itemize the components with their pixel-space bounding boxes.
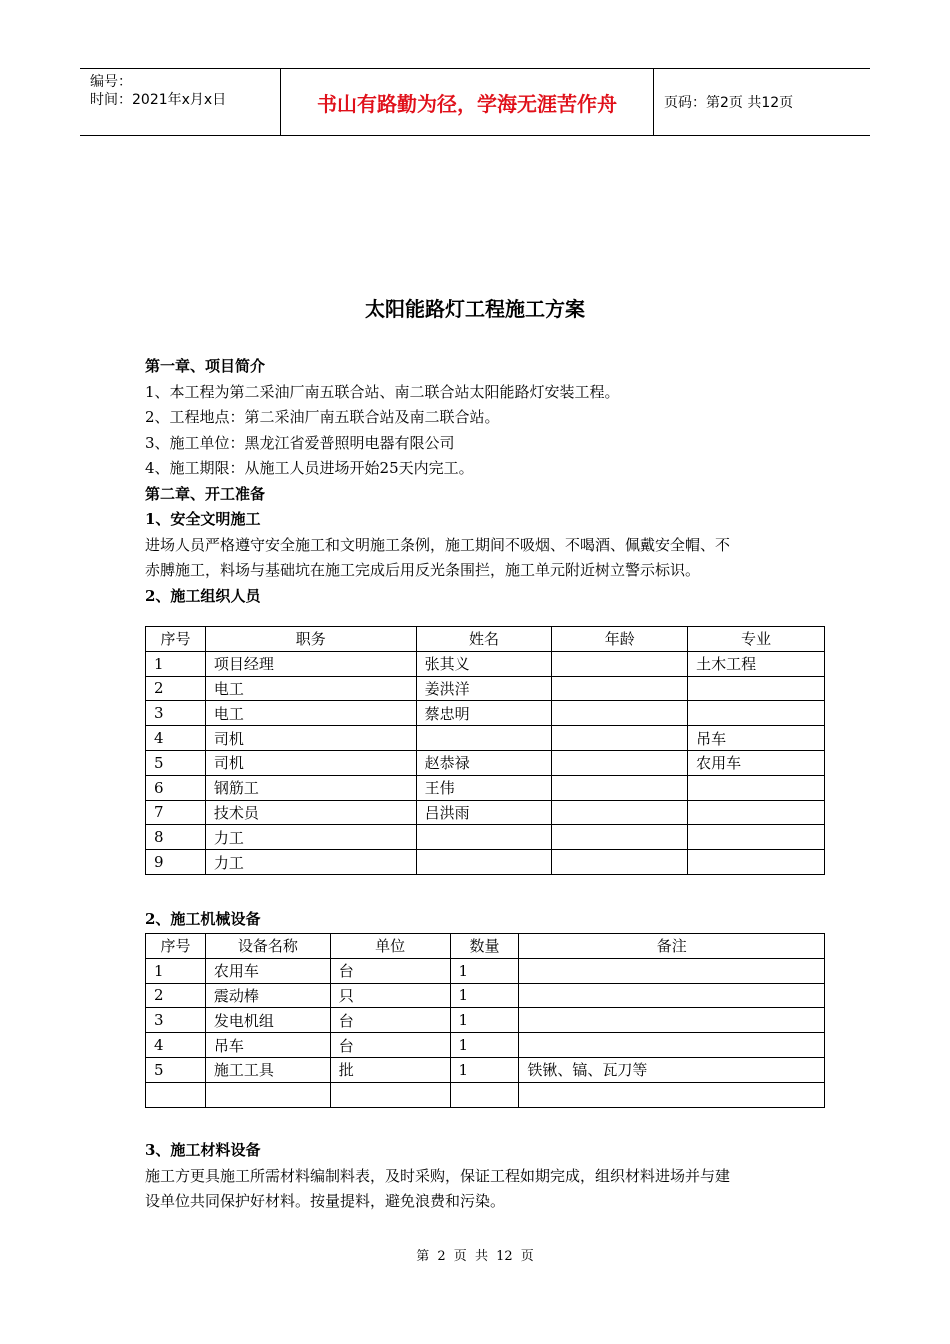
column-header: 设备名称 — [205, 934, 330, 959]
staff-table — [145, 626, 825, 875]
table-cell — [416, 726, 552, 751]
table-cell: 司机 — [205, 726, 416, 751]
table-row — [146, 850, 825, 875]
table-cell: 8 — [146, 825, 206, 850]
footer-gong: 共 — [474, 1249, 488, 1264]
table-cell: 台 — [330, 1008, 450, 1033]
table-cell: 3 — [146, 1008, 206, 1033]
table-cell: 钢筋工 — [205, 775, 416, 800]
table-cell: 铁锹、镐、瓦刀等 — [519, 1057, 825, 1082]
table-row — [146, 726, 825, 751]
page-footer — [0, 1245, 950, 1264]
table-cell: 张其义 — [416, 651, 552, 676]
table-cell — [688, 825, 825, 850]
table-cell: 1 — [450, 983, 519, 1008]
table-row — [146, 1008, 825, 1033]
table-cell — [552, 825, 688, 850]
footer-di: 第 — [416, 1249, 430, 1264]
table-cell — [552, 775, 688, 800]
footer-ye: 页 — [520, 1249, 534, 1264]
table-cell — [552, 701, 688, 726]
table-cell — [519, 1082, 825, 1107]
table-cell — [552, 726, 688, 751]
table-row — [146, 775, 825, 800]
footer-page-number: 2 — [437, 1249, 446, 1264]
table-row — [146, 983, 825, 1008]
chapter1-heading: 第一章、项目简介 — [145, 357, 266, 375]
table-cell — [688, 850, 825, 875]
table-cell: 1 — [450, 958, 519, 983]
table-cell: 只 — [330, 983, 450, 1008]
safety-text: 赤膊施工，料场与基础坑在施工完成后用反光条围拦，施工单元附近树立警示标识。 — [145, 561, 701, 579]
table-cell: 农用车 — [688, 750, 825, 775]
table-cell — [552, 850, 688, 875]
table-cell: 4 — [146, 726, 206, 751]
table-cell — [519, 983, 825, 1008]
chapter1-item: 3、施工单位：黑龙江省爱普照明电器有限公司 — [145, 433, 455, 452]
table-cell: 电工 — [205, 676, 416, 701]
table-cell: 1 — [450, 1033, 519, 1058]
table-cell: 9 — [146, 850, 206, 875]
table-cell: 5 — [146, 1057, 206, 1082]
table-cell — [450, 1082, 519, 1107]
header-time: 时间：2021年x月x日 — [90, 92, 227, 108]
staff-table-body — [146, 651, 825, 874]
column-header: 专业 — [688, 627, 825, 652]
table-cell — [688, 701, 825, 726]
equipment-table — [145, 933, 825, 1108]
column-header: 单位 — [330, 934, 450, 959]
header-motto: 书山有路勤为径，学海无涯苦作舟 — [281, 69, 654, 135]
materials-section — [145, 1138, 825, 1215]
table-cell: 批 — [330, 1057, 450, 1082]
table-cell: 3 — [146, 701, 206, 726]
header-meta — [80, 69, 281, 135]
table-header-row — [146, 934, 825, 959]
table-cell: 台 — [330, 958, 450, 983]
chapter1-item: 2、工程地点：第二采油厂南五联合站及南二联合站。 — [145, 408, 500, 426]
table-cell — [552, 676, 688, 701]
document-body — [145, 354, 825, 609]
table-cell — [416, 825, 552, 850]
table-cell: 蔡忠明 — [416, 701, 552, 726]
table-cell: 赵恭禄 — [416, 750, 552, 775]
footer-ye: 页 — [453, 1249, 467, 1264]
table-cell: 7 — [146, 800, 206, 825]
table-cell: 农用车 — [205, 958, 330, 983]
table-row — [146, 651, 825, 676]
table-row — [146, 1033, 825, 1058]
table-cell: 发电机组 — [205, 1008, 330, 1033]
table-cell — [519, 958, 825, 983]
table-row — [146, 1082, 825, 1107]
table-cell — [330, 1082, 450, 1107]
column-header: 序号 — [146, 934, 206, 959]
equipment-table-body — [146, 958, 825, 1107]
table-cell: 5 — [146, 750, 206, 775]
table-cell — [416, 850, 552, 875]
table-cell: 技术员 — [205, 800, 416, 825]
header-number: 编号： — [90, 74, 132, 90]
table-cell — [688, 676, 825, 701]
table-cell: 土木工程 — [688, 651, 825, 676]
column-header: 序号 — [146, 627, 206, 652]
table-cell: 震动棒 — [205, 983, 330, 1008]
column-header: 备注 — [519, 934, 825, 959]
table-cell: 力工 — [205, 850, 416, 875]
document-title: 太阳能路灯工程施工方案 — [365, 297, 585, 321]
table-cell — [688, 775, 825, 800]
table-cell: 台 — [330, 1033, 450, 1058]
table-cell: 姜洪洋 — [416, 676, 552, 701]
footer-total-pages: 12 — [496, 1249, 513, 1264]
column-header: 数量 — [450, 934, 519, 959]
table-cell — [205, 1082, 330, 1107]
table-row — [146, 750, 825, 775]
safety-text: 进场人员严格遵守安全施工和文明施工条例，施工期间不吸烟、不喝酒、佩戴安全帽、不 — [145, 535, 731, 554]
table-cell: 2 — [146, 676, 206, 701]
table-cell: 2 — [146, 983, 206, 1008]
table-header-row — [146, 627, 825, 652]
page-header — [80, 68, 870, 136]
table-cell: 电工 — [205, 701, 416, 726]
table-row — [146, 825, 825, 850]
column-header: 姓名 — [416, 627, 552, 652]
table-cell — [552, 800, 688, 825]
table-cell: 施工工具 — [205, 1057, 330, 1082]
header-page-info: 页码：第2页 共12页 — [664, 95, 794, 111]
table-cell — [688, 800, 825, 825]
table-cell: 1 — [146, 958, 206, 983]
table-cell: 司机 — [205, 750, 416, 775]
table-cell: 1 — [450, 1057, 519, 1082]
table-cell — [519, 1008, 825, 1033]
table-cell — [552, 750, 688, 775]
table-cell: 吕洪雨 — [416, 800, 552, 825]
table-row — [146, 958, 825, 983]
table-cell: 4 — [146, 1033, 206, 1058]
table-cell: 1 — [146, 651, 206, 676]
materials-heading: 3、施工材料设备 — [145, 1141, 261, 1159]
table-row — [146, 676, 825, 701]
equipment-heading: 2、施工机械设备 — [145, 910, 261, 928]
chapter1-item: 4、施工期限：从施工人员进场开始25天内完工。 — [145, 459, 474, 477]
safety-heading: 1、安全文明施工 — [145, 510, 261, 528]
column-header: 职务 — [205, 627, 416, 652]
table-cell: 吊车 — [205, 1033, 330, 1058]
materials-text: 设单位共同保护好材料。按量提料，避免浪费和污染。 — [145, 1192, 506, 1210]
column-header: 年龄 — [552, 627, 688, 652]
staff-heading: 2、施工组织人员 — [145, 586, 261, 605]
table-cell — [519, 1033, 825, 1058]
materials-text: 施工方更具施工所需材料编制料表，及时采购，保证工程如期完成，组织材料进场并与建 — [145, 1166, 731, 1185]
table-cell: 力工 — [205, 825, 416, 850]
chapter2-heading: 第二章、开工准备 — [145, 484, 266, 503]
table-cell — [146, 1082, 206, 1107]
table-cell: 1 — [450, 1008, 519, 1033]
chapter1-item: 1、本工程为第二采油厂南五联合站、南二联合站太阳能路灯安装工程。 — [145, 382, 620, 401]
table-cell: 王伟 — [416, 775, 552, 800]
table-row — [146, 701, 825, 726]
table-cell: 吊车 — [688, 726, 825, 751]
table-cell: 项目经理 — [205, 651, 416, 676]
table-row — [146, 800, 825, 825]
table-cell: 6 — [146, 775, 206, 800]
table-row — [146, 1057, 825, 1082]
table-cell — [552, 651, 688, 676]
